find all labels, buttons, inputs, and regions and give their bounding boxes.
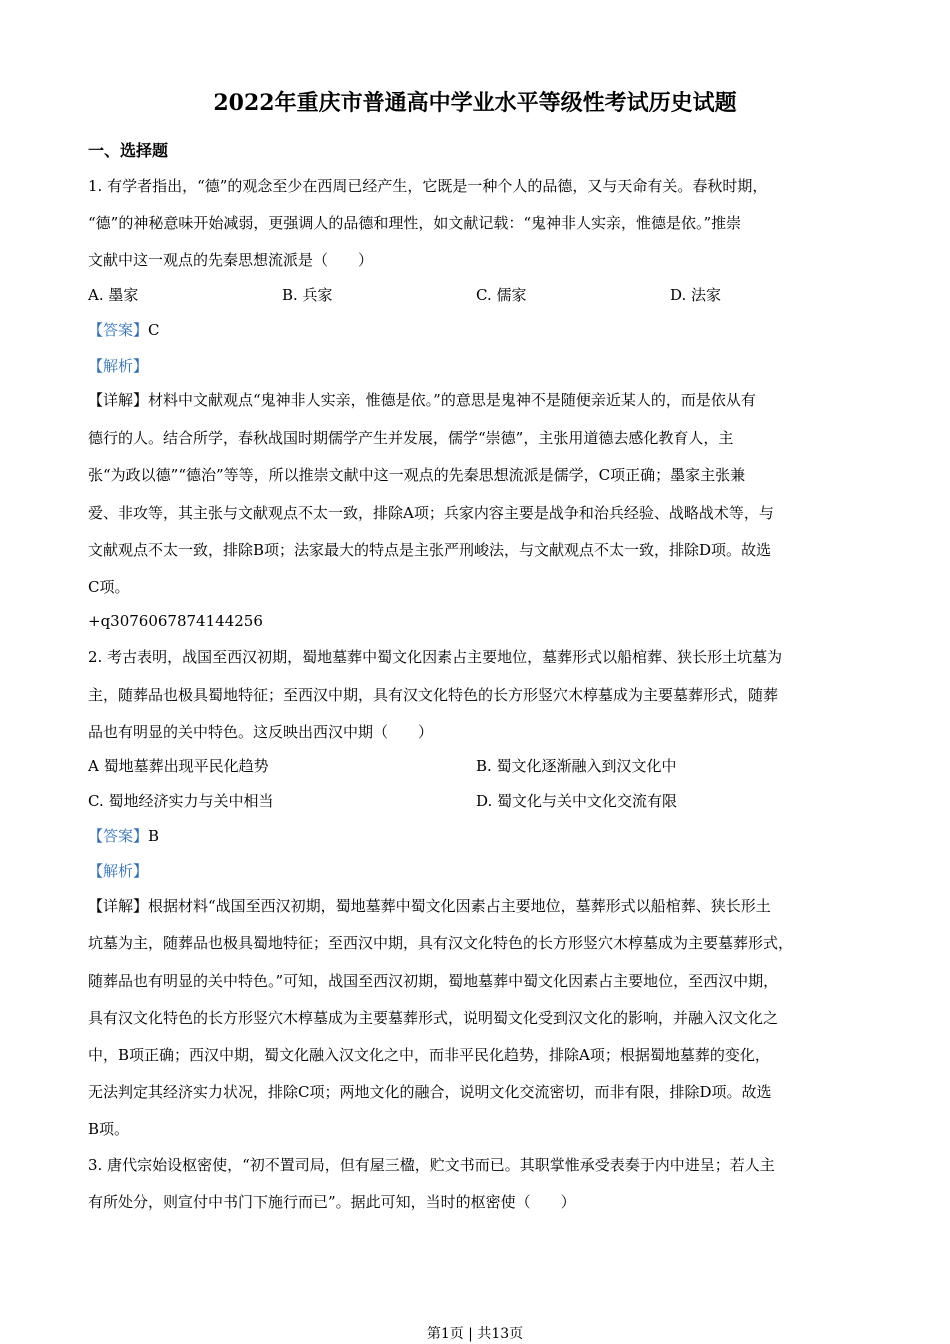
q2-option-c: C. 蜀地经济实力与关中相当 bbox=[88, 792, 274, 810]
q3-stem-line-2: 有所处分，则宣付中书门下施行而已”。据此可知，当时的枢密使（ ） bbox=[88, 1193, 576, 1211]
q1-analysis-tag: 【解析】 bbox=[88, 357, 149, 375]
page-title: 2022年重庆市普通高中学业水平等级性考试历史试题 bbox=[213, 90, 737, 116]
q2-detail-line-3: 随葬品也有明显的关中特色。”可知，战国至西汉初期，蜀地墓葬中蜀文化因素占主要地位，至西汉中期， bbox=[88, 972, 779, 990]
detail-tag: 【详解】 bbox=[88, 391, 149, 409]
q2-option-d: D. 蜀文化与关中文化交流有限 bbox=[476, 792, 678, 810]
q2-detail-line-7: B项。 bbox=[88, 1120, 130, 1138]
page-footer: 第1页 | 共13页 bbox=[426, 1326, 524, 1342]
q2-option-b: B. 蜀文化逐渐融入到汉文化中 bbox=[476, 757, 677, 775]
section-heading: 一、选择题 bbox=[88, 141, 169, 160]
q1-answer bbox=[88, 320, 160, 340]
q1-stem-line-3: 文献中这一观点的先秦思想流派是（ ） bbox=[88, 251, 374, 269]
q1-option-a: A. 墨家 bbox=[88, 286, 139, 304]
q1-detail-line-4: 爱、非攻等，其主张与文献观点不太一致，排除A项；兵家内容主要是战争和治兵经验、战略战术等，与 bbox=[88, 504, 774, 522]
q1-option-d: D. 法家 bbox=[670, 286, 722, 304]
q2-detail-line-6: 无法判定其经济实力状况，排除C项；两地文化的融合，说明文化交流密切，而非有限，排除D项。故选 bbox=[88, 1083, 772, 1101]
answer-value: C bbox=[148, 321, 160, 339]
q2-detail-line-1 bbox=[88, 896, 771, 916]
q1-detail-line-1 bbox=[88, 390, 756, 410]
q2-detail-line-4: 具有汉文化特色的长方形竖穴木椁墓成为主要墓葬形式，说明蜀文化受到汉文化的影响，并融入汉文化之 bbox=[88, 1009, 779, 1027]
q1-option-c: C. 儒家 bbox=[476, 286, 527, 304]
q1-detail-line-5: 文献观点不太一致，排除B项；法家最大的特点是主张严刑峻法，与文献观点不太一致，排除D项。故选 bbox=[88, 541, 772, 559]
detail-tag: 【详解】 bbox=[88, 897, 149, 915]
q2-stem-line-1: 2. 考古表明，战国至西汉初期，蜀地墓葬中蜀文化因素占主要地位，墓葬形式以船棺葬、狭长形土坑墓为 bbox=[88, 648, 783, 666]
q2-detail-line-5: 中，B项正确；西汉中期，蜀文化融入汉文化之中，而非平民化趋势，排除A项；根据蜀地墓葬的变化， bbox=[88, 1046, 770, 1064]
q1-detail-line-6: C项。 bbox=[88, 578, 130, 596]
q2-stem-line-3: 品也有明显的关中特色。这反映出西汉中期（ ） bbox=[88, 723, 434, 741]
q2-option-a: A 蜀地墓葬出现平民化趋势 bbox=[88, 757, 269, 775]
q2-answer bbox=[88, 826, 159, 846]
q1-detail-line-3: 张“为政以德”“德治”等等，所以推崇文献中这一观点的先秦思想流派是儒学，C项正确；墨家主张兼 bbox=[88, 466, 746, 484]
detail-text: 材料中文献观点“鬼神非人实亲，惟德是依。”的意思是鬼神不是随便亲近某人的，而是依从有 bbox=[148, 391, 756, 409]
q3-stem-line-1: 3. 唐代宗始设枢密使，“初不置司局，但有屋三楹，贮文书而已。其职掌惟承受表奏于内中进呈；若人主 bbox=[88, 1156, 775, 1174]
answer-tag: 【答案】 bbox=[88, 321, 149, 339]
q2-analysis-tag: 【解析】 bbox=[88, 862, 149, 880]
q1-stem-line-1: 1. 有学者指出，“德”的观念至少在西周已经产生，它既是一种个人的品德，又与天命有关。春秋时期， bbox=[88, 177, 768, 195]
q1-stem-line-2: “德”的神秘意味开始减弱，更强调人的品德和理性，如文献记载：“鬼神非人实亲，惟德是依。”推崇 bbox=[88, 214, 742, 232]
q1-detail-line-2: 德行的人。结合所学，春秋战国时期儒学产生并发展，儒学“崇德”，主张用道德去感化教育人，主 bbox=[88, 429, 734, 447]
q1-option-b: B. 兵家 bbox=[282, 286, 333, 304]
q2-stem-line-2: 主，随葬品也极具蜀地特征；至西汉中期，具有汉文化特色的长方形竖穴木椁墓成为主要墓葬形式，随葬 bbox=[88, 686, 779, 704]
answer-value: B bbox=[148, 827, 160, 845]
detail-text: 根据材料“战国至西汉初期，蜀地墓葬中蜀文化因素占主要地位，墓葬形式以船棺葬、狭长形土 bbox=[148, 897, 771, 915]
q2-detail-line-2: 坑墓为主，随葬品也极具蜀地特征；至西汉中期，具有汉文化特色的长方形竖穴木椁墓成为主要墓葬形式， bbox=[88, 934, 794, 952]
qq-number-line: +q3076067874144256 bbox=[88, 612, 263, 630]
answer-tag: 【答案】 bbox=[88, 827, 149, 845]
